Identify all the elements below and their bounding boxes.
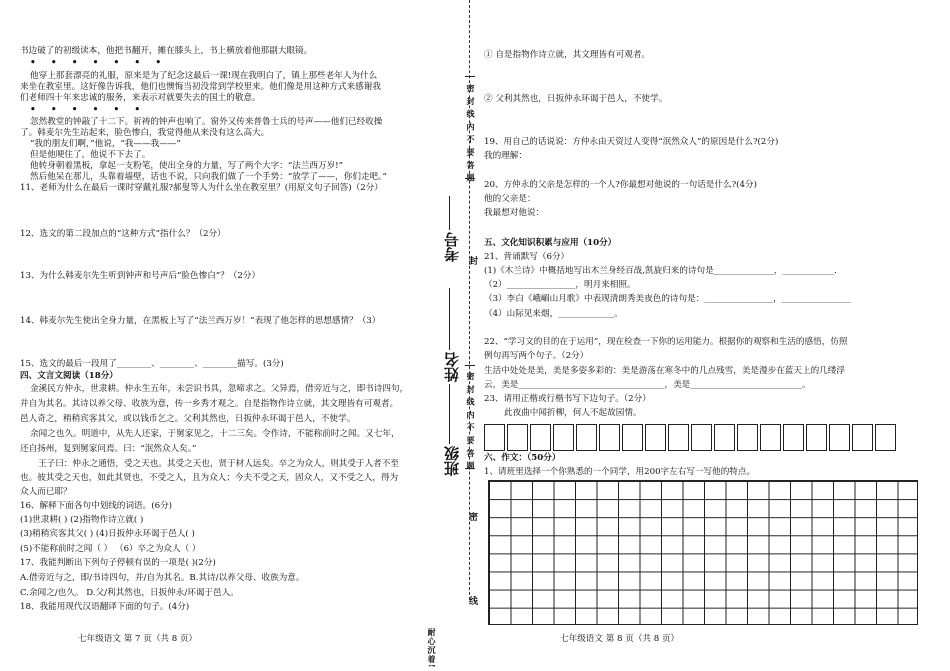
class-line bbox=[449, 384, 450, 444]
passage-line: 书边破了的初级读本，他把书翻开，摊在膝头上，书上横放着他那副大眼镜。 bbox=[20, 46, 313, 56]
composition-grid[interactable] bbox=[488, 480, 918, 625]
calligraphy-sentence: 此夜曲中闻折柳，何人不起故园情。 bbox=[504, 408, 642, 418]
left-page bbox=[0, 0, 430, 671]
classical-text-line: 众人而已耶？ bbox=[20, 487, 72, 497]
example-sentence: 云，美是__________________________________，美是__________________________。 bbox=[484, 380, 811, 390]
section-heading-classical: 四、文言文阅读（18分） bbox=[20, 371, 118, 381]
question-22: 22、“学习文的目的在于运用”，现在检查一下你的运用能力。根据你的观察和生活的感悟，仿照 bbox=[484, 337, 848, 347]
question-19: 19、用自己的话说说：方仲永由天资过人变得“泯然众人”的原因是什么?(2分) bbox=[484, 137, 779, 147]
seal-notice: 密 封 线 内 不 要 答 题 bbox=[466, 84, 476, 183]
answer-label: 他的父亲是： bbox=[484, 194, 536, 204]
question-11: 11、老师为什么在最后一课时穿戴礼服?郝叟等人为什么坐在教室里？(用原文句子回答)（2分） bbox=[20, 183, 383, 193]
question-16-items: (5)不能称前时之闻（ ） （6）卒之为众人（ ） bbox=[20, 544, 201, 554]
section-heading-culture: 五、文化知识积累与应用（10分） bbox=[484, 238, 617, 248]
passage-line: 忽然教堂的钟敲了十二下。祈祷的钟声也响了。窗外又传来普鲁士兵的号声——他们已经收操 bbox=[30, 117, 383, 127]
seal-mark: 密 bbox=[467, 512, 477, 522]
question-23: 23、请用正楷或行楷书写下边句子。（2分） bbox=[484, 394, 651, 404]
page-footer: 七年级语文 第 7 页（共 8 页） bbox=[78, 634, 198, 644]
answer-label: 我最想对他说： bbox=[484, 208, 545, 218]
passage-line: 了。韩麦尔先生站起来，脸色惨白，我觉得他从来没有这么高大。 bbox=[20, 128, 270, 138]
question-21-item: (1)《木兰诗》中概括地写出木兰身经百战,凯旋归来的诗句是______________，____________. bbox=[484, 266, 837, 276]
encouragement-text: 耐心沉着! bbox=[427, 628, 437, 669]
right-page bbox=[478, 0, 950, 671]
question-20: 20、方仲永的父亲是怎样的一个人?你最想对他说的一句话是什么?(4分) bbox=[484, 180, 757, 190]
classical-text-line: 也。彼其受之天也，如此其贤也，不受之人，且为众人；今夫不受之天，固众人，又不受之人，得为 bbox=[20, 473, 399, 483]
passage-line: “我的朋友们啊，”他说，“我——我——” bbox=[30, 139, 181, 149]
classical-text-line: 并自为其名。其诗以养父母、收族为意，传一乡秀才观之。自是指物作诗立就，其文理皆有可观者。 bbox=[20, 399, 399, 409]
classical-text-line: 金溪民方仲永，世隶耕。仲永生五年，未尝识书具，忽啼求之。父异焉，借旁近与之，即书诗四句， bbox=[30, 384, 409, 394]
class-label: 班级 bbox=[443, 446, 461, 476]
question-13: 13、为什么韩麦尔先生听到钟声和号声后“脸色惨白”？（2分） bbox=[20, 271, 261, 281]
question-17: 17、我能判断出下列句子停顿有误的一项是( )(2分) bbox=[20, 558, 216, 568]
classical-text-line: 还自扬州，复到舅家问焉。曰：“泯然众人矣。” bbox=[20, 444, 197, 454]
question-21-item: （2）________________，明月来相照。 bbox=[484, 280, 636, 290]
classical-text-line: 邑人奇之，稍稍宾客其父，或以钱币乞之。父利其然也，日扳仲永环谒于邑人，不使学。 bbox=[20, 414, 356, 424]
passage-line: 但是他哽住了，他说不下去了。 bbox=[30, 150, 151, 160]
question-16-items: (3)稍稍宾客其父( ) (4)日扳仲永环谒于邑人( ) bbox=[20, 529, 195, 539]
classical-text-line: 余闻之也久。明道中，从先人还家，于舅家见之，十二三矣。令作诗，不能称前时之闻。又七年， bbox=[30, 429, 400, 439]
name-line bbox=[449, 288, 450, 350]
translate-item-2: ② 父利其然也，日扳仲永环谒于邑人，不使学。 bbox=[484, 94, 668, 104]
emphasis-dots: • • • • • • • bbox=[30, 58, 168, 68]
exam-number-label: 考号 bbox=[443, 232, 461, 262]
passage-line: 们老师四十年来忠诚的服务，来表示对就要失去的国土的敬意。 bbox=[20, 93, 261, 103]
passage-line: 他穿上那套漂亮的礼服，原来是为了纪念这最后一课!现在我明白了，镇上那些老年人为什么 bbox=[30, 71, 378, 81]
classical-text-line: 王子曰：仲永之通悟，受之天也。其受之天也，贤于材人远矣。卒之为众人，则其受于人者不至 bbox=[38, 459, 399, 469]
question-12: 12、选文的第二段加点的“这种方式”指什么？（2分） bbox=[20, 229, 226, 239]
example-sentence: 生活中处处是美，美是多姿多彩的：美是游荡在寒冬中的几点残雪，美是漫步在蓝天上的几缕浮 bbox=[484, 366, 845, 376]
exam-number-line bbox=[449, 196, 450, 230]
seal-tick bbox=[465, 468, 475, 469]
seal-tick bbox=[465, 178, 475, 179]
question-22-cont: 例句再写两个句子。（2分） bbox=[484, 351, 589, 361]
seal-mark: 封 bbox=[467, 256, 477, 266]
question-15: 15、选文的最后一段用了________、________、________描写。(3分) bbox=[20, 359, 284, 369]
question-21-item: （3）李白《峨嵋山月歌》中表现清朗秀美夜色的诗句是：________________，________________ bbox=[484, 294, 851, 304]
passage-line: 来坐在教室里。这好像告诉我，他们也懊悔当初没常到学校里来。他们像是用这种方式来感谢我 bbox=[20, 82, 381, 92]
composition-prompt: 1、请班里选择一个你熟悉的一个同学，用200字左右写一写他的特点。 bbox=[484, 467, 756, 477]
name-label: 姓名 bbox=[443, 352, 461, 382]
translate-item-1: ① 自是指物作诗立就，其文理皆有可观者。 bbox=[484, 50, 651, 60]
calligraphy-boxes bbox=[484, 424, 898, 451]
emphasis-dots: • • • • • • bbox=[30, 105, 147, 115]
answer-label: 我的理解： bbox=[484, 151, 527, 161]
section-heading-composition: 六、作文：（50分） bbox=[484, 453, 561, 463]
seal-tick bbox=[465, 365, 475, 366]
seal-tick bbox=[465, 76, 475, 77]
passage-line: 他转身朝着黑板，拿起一支粉笔，使出全身的力量，写了两个大字：“法兰西万岁!” bbox=[30, 161, 344, 171]
question-17-options: C.余闻之/也久。 D.父/利其然也，日扳仲永/环谒于邑人。 bbox=[20, 588, 239, 598]
seal-notice: 密 封 线 内 不 要 答 题 bbox=[466, 372, 476, 471]
page-footer: 七年级语文 第 8 页（共 8 页） bbox=[560, 634, 680, 644]
binding-margin bbox=[427, 0, 477, 671]
passage-line: 然后他呆在那儿，头靠着墙壁，话也不说，只向我们做了一个手势：“放学了——，你们走吧。” bbox=[30, 172, 387, 182]
question-16-items: (1)世隶耕( ) (2)指物作诗立就( ) bbox=[20, 515, 144, 525]
seal-mark: 线 bbox=[467, 596, 477, 606]
seal-dashed-line bbox=[469, 0, 470, 600]
question-16: 16、解释下面各句中划线的词语。(6分) bbox=[20, 501, 173, 511]
question-17-options: A.借旁近与之，即/书诗四句，并/自为其名。B.其诗/以养父母、收族为意。 bbox=[20, 573, 305, 583]
question-18: 18、我能用现代汉语翻译下面的句子。(4分) bbox=[20, 602, 190, 612]
question-14: 14、韩麦尔先生使出全身力量，在黑板上写了“法兰西万岁！”表现了他怎样的思想感情？（3） bbox=[20, 316, 381, 326]
question-21: 21、背诵默写（6分） bbox=[484, 252, 570, 262]
question-21-item: （4）山际见来烟，_____________。 bbox=[484, 309, 623, 319]
